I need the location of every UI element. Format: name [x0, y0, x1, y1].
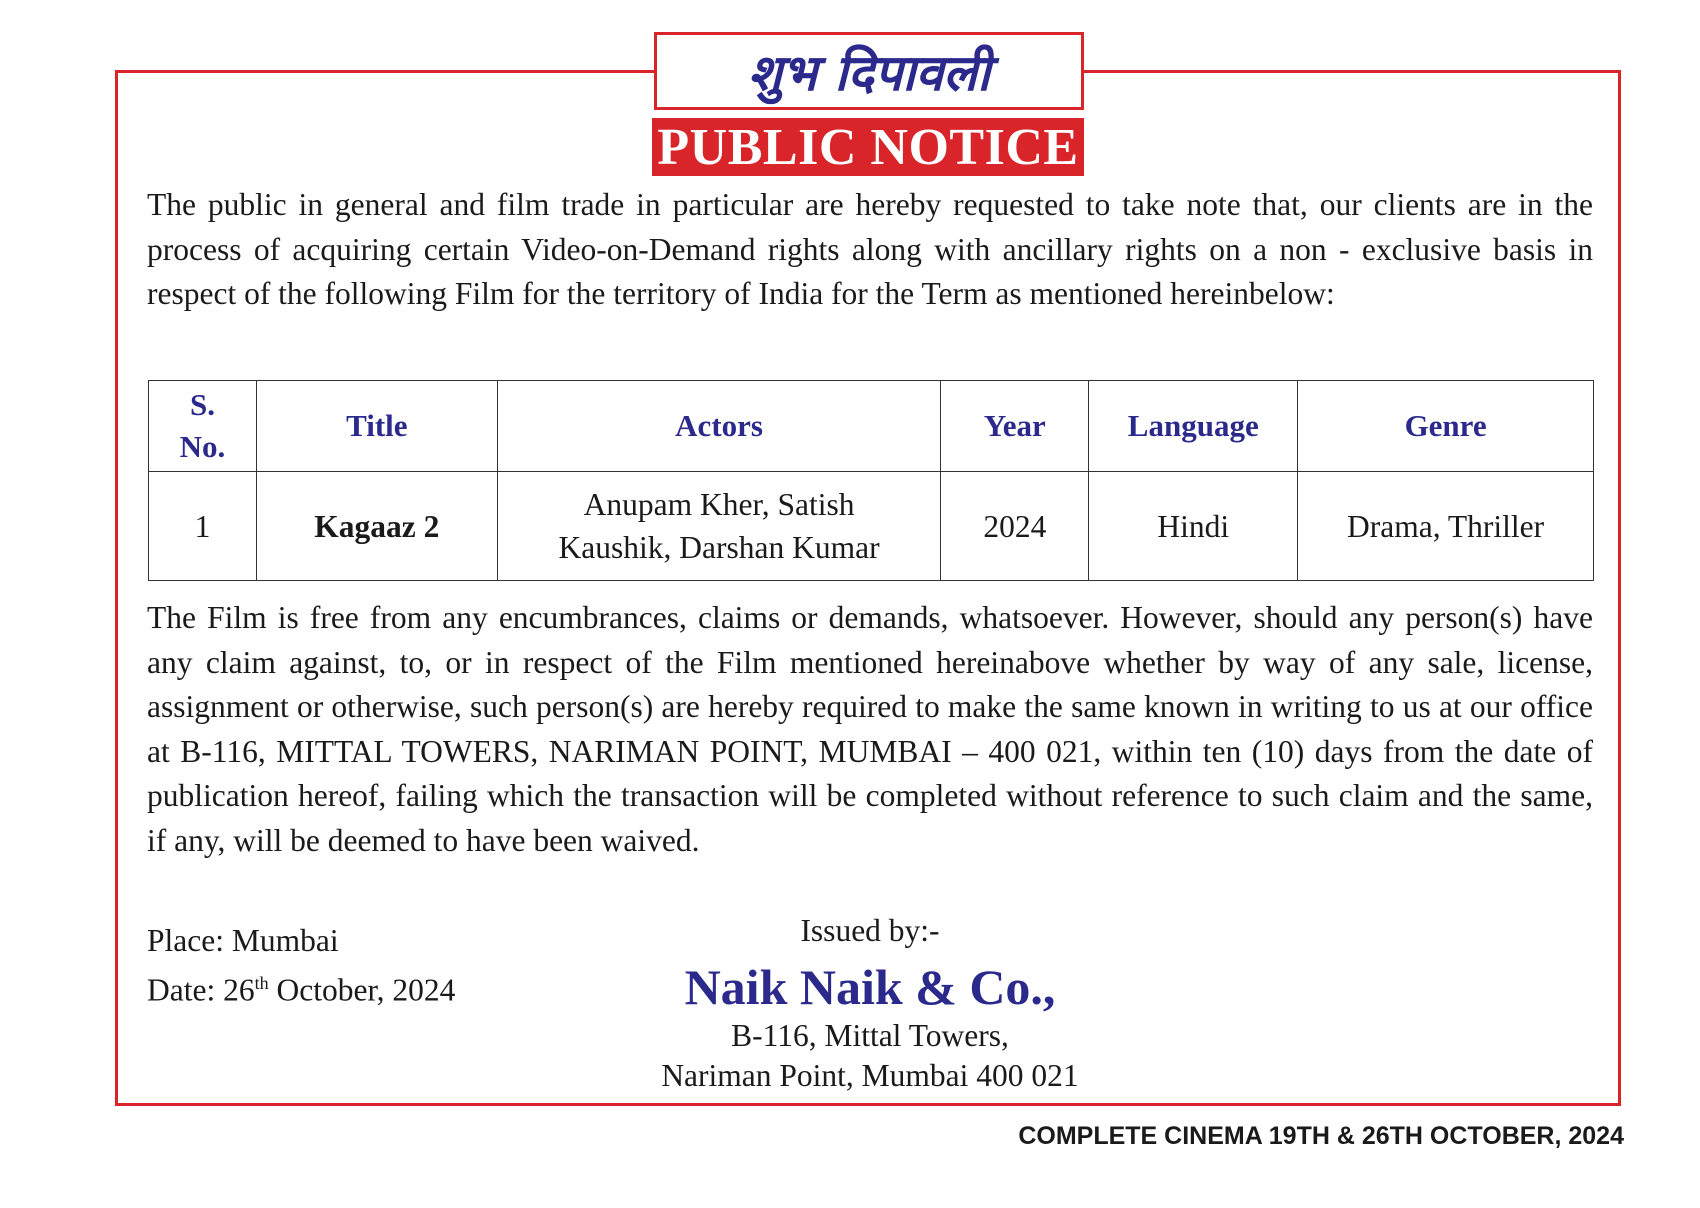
- place-text: Place: Mumbai: [147, 923, 339, 958]
- notice-title: [652, 118, 1084, 176]
- place-date-block: [147, 920, 455, 1012]
- table-header-row: [149, 381, 1594, 472]
- date-prefix: Date: 26: [147, 972, 255, 1008]
- greeting-badge: [654, 32, 1084, 110]
- intro-paragraph: The public in general and film trade in particular are hereby requested to take note that, our clients are in the process of acquiring certain Video-on-Demand rights along with ancillary rights on a non - exclusive basis in respect of the following Film for the territory of India for the Term as mentioned hereinbelow:: [147, 187, 1593, 311]
- date-rest: October, 2024: [268, 972, 456, 1008]
- firm-name: Naik Naik & Co.,: [684, 959, 1056, 1015]
- date-text: [147, 962, 455, 1012]
- cell-title: Kagaaz 2: [256, 472, 497, 581]
- date-suffix: th: [254, 973, 269, 993]
- header-language: Language: [1089, 381, 1298, 472]
- film-table: [148, 380, 1594, 581]
- cell-actors: [497, 472, 941, 581]
- table-row: [149, 472, 1594, 581]
- cell-actors-line2: Kaushik, Darshan Kumar: [558, 530, 880, 565]
- cell-sno: 1: [149, 472, 257, 581]
- cell-genre: Drama, Thriller: [1298, 472, 1594, 581]
- greeting-text: शुभ दिपावली: [747, 44, 991, 102]
- notice-title-text: PUBLIC NOTICE: [657, 118, 1079, 176]
- header-title: Title: [256, 381, 497, 472]
- header-actors: Actors: [497, 381, 941, 472]
- body-paragraph: The Film is free from any encumbrances, claims or demands, whatsoever. However, should any person(s) have any claim against, to, or in respect of the Film mentioned hereinabove whether by way of any sale, license, assignment or otherwise, such person(s) are hereby required to make the same known in writing to us at our office at B-116, MITTAL TOWERS, NARIMAN POINT, MUMBAI – 400 021, within ten (10) days from the date of publication hereof, failing which the transaction will be completed without reference to such claim and the same, if any, will be deemed to have been waived.: [147, 600, 1593, 858]
- publication-footer: COMPLETE CINEMA 19TH & 26TH OCTOBER, 2024: [1018, 1122, 1624, 1150]
- header-sno: [149, 381, 257, 472]
- header-sno-line1: S.: [189, 387, 215, 422]
- issued-by: Issued by:-: [800, 913, 940, 948]
- cell-language: Hindi: [1089, 472, 1298, 581]
- firm-address-line1: B-116, Mittal Towers,: [731, 1018, 1009, 1053]
- cell-year: 2024: [941, 472, 1089, 581]
- firm-address-line2: Nariman Point, Mumbai 400 021: [661, 1058, 1079, 1093]
- header-sno-line2: No.: [179, 429, 226, 464]
- cell-actors-line1: Anupam Kher, Satish: [583, 487, 855, 522]
- header-year: Year: [941, 381, 1089, 472]
- header-genre: Genre: [1298, 381, 1594, 472]
